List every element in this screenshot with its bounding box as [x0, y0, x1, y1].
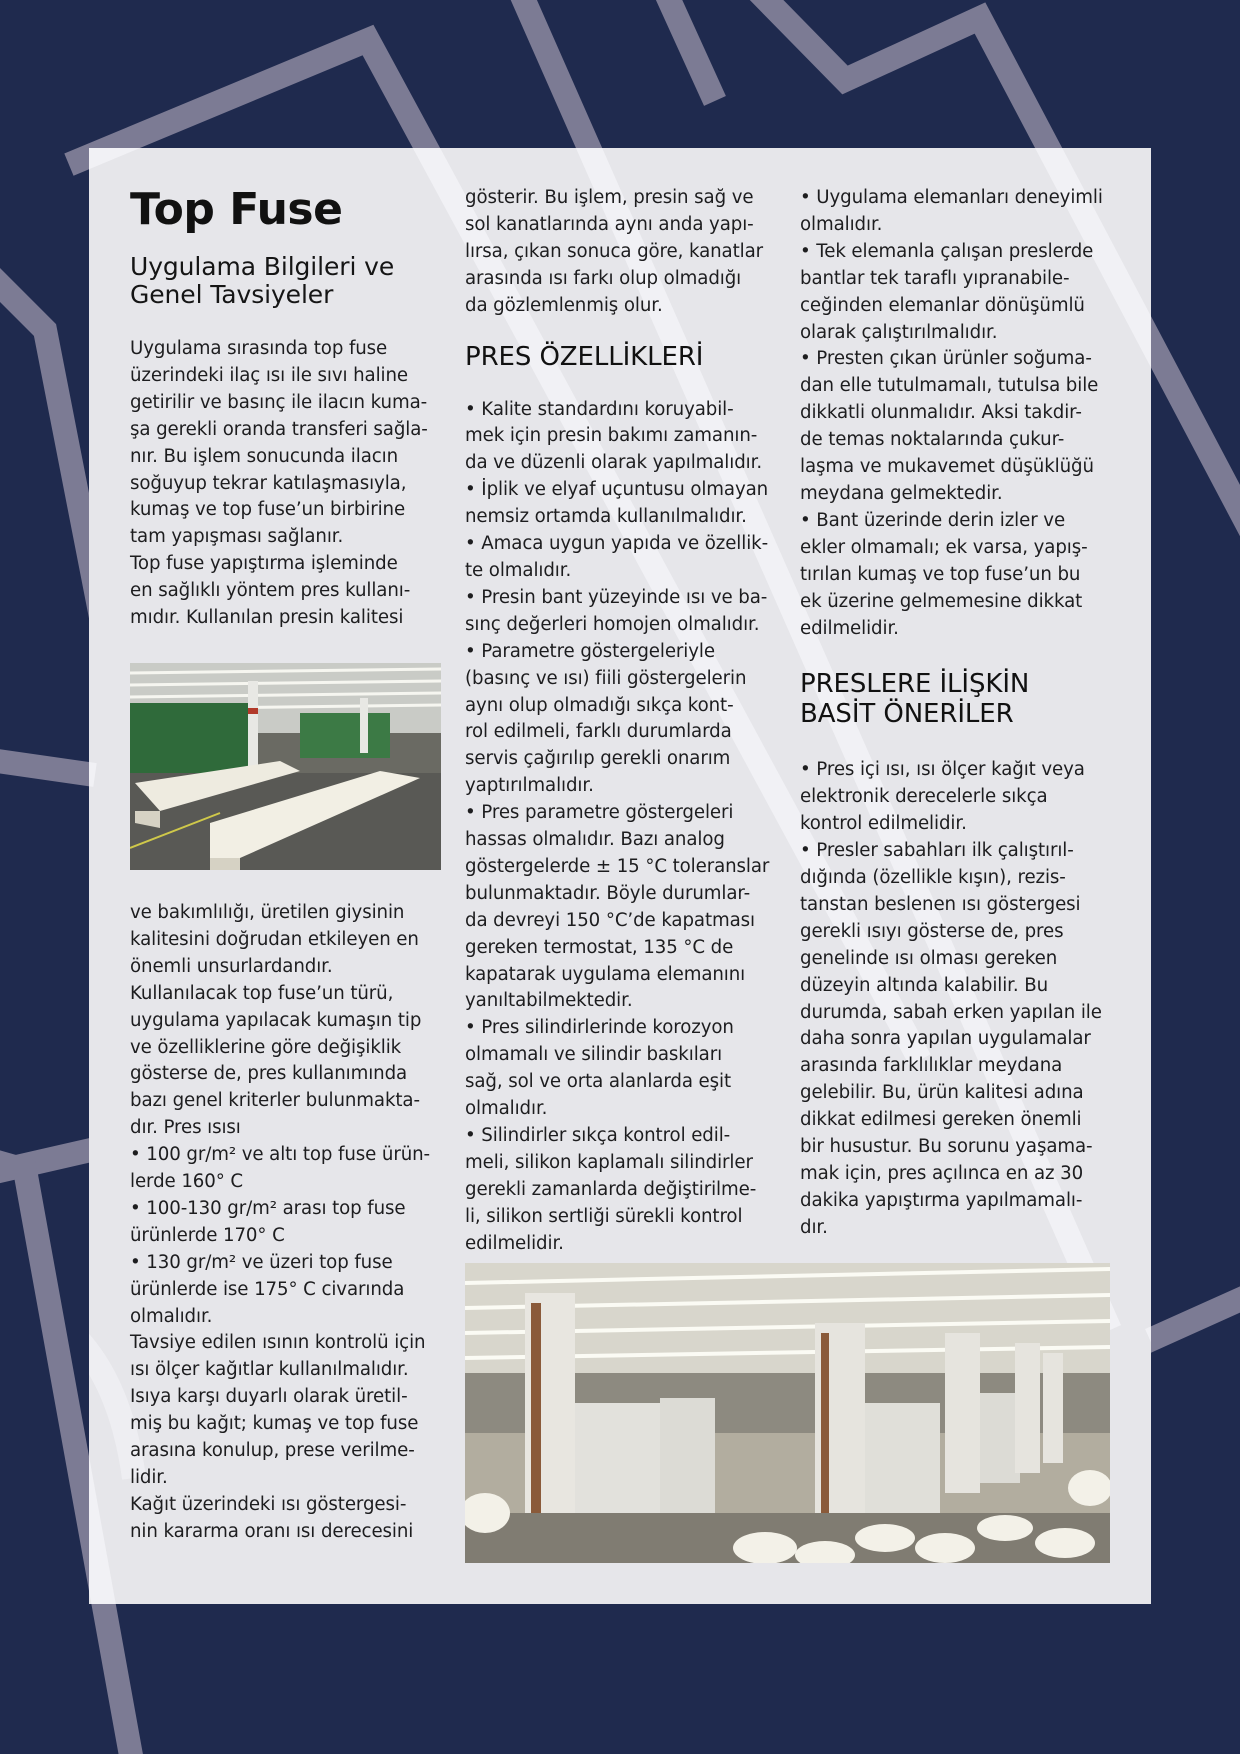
col1-body-text: ve bakımlılığı, üretilen giysinin kalitesini doğrudan etkileyen en önemli unsurlardandır. Kullanılacak top fuse’un türü, uygulama yapılacak kumaşın tip ve özelliklerine göre değişiklik gösterse de, pres kullanımında bazı genel kriterler bulunmakta- dır. Pres ısısı • 100 gr/m² ve altı top fuse ürün- lerde 160° C • 100-130 gr/m² arası top fuse ürünlerde 170° C • 130 gr/m² ve üzeri top fuse ürünlerde ise 175° C civarında olmalıdır. Tavsiye edilen ısının kontrolü için ısı ölçer kağıtlar kullanılmalıdır. Isıya karşı duyarlı olarak üretil- miş bu kağıt; kumaş ve top fuse arasına konulup, prese verilme- lidir. Kağıt üzerindeki ısı göstergesi- nin kararma oranı ısı derecesini	[130, 901, 431, 1542]
column-1	[130, 185, 450, 1546]
col2-intro-text: gösterir. Bu işlem, presin sağ ve sol kanatlarında aynı anda yapı- lırsa, çıkan sonuca göre, kanatlar arasında ısı farkı olup olmadığı da gözlemlenmiş olur.	[465, 187, 764, 316]
content-panel	[89, 148, 1151, 1604]
spinning-machines-photo	[465, 1263, 1110, 1563]
col2-body-text: • Kalite standardını koruyabil- mek için presin bakımı zamanın- da ve düzenli olarak yapılmalıdır. • İplik ve elyaf uçuntusu olmayan nemsiz ortamda kullanılmalıdır. • Amaca uygun yapıda ve özellik- te olmalıdır. • Presin bant yüzeyinde ısı ve ba- sınç değerleri homojen olmalıdır. • Parametre göstergeleriyle (basınç ve ısı) fiili göstergelerin aynı olup olmadığı sıkça kont- rol edilmeli, farklı durumlarda servis çağırılıp gerekli onarım yaptırılmalıdır. • Pres parametre göstergeleri hassas olmalıdır. Bazı analog göstergelerde ± 15 °C toleranslar bulunmaktadır. Böyle durumlar- da devreyi 150 °C’de kapatması gereken termostat, 135 °C de kapatarak uygulama elemanını yanıltabilmektedir. • Pres silindirlerinde korozyon olmamalı ve silindir baskıları sağ, sol ve orta alanlarda eşit olmalıdır. • Silindirler sıkça kontrol edil- meli, silikon kaplamalı silindirler gerekli zamanlarda değiştirilme- li, silikon sertliği sürekli kontrol edilmelidir.	[465, 398, 770, 1254]
pres-recommendations-heading: PRESLERE İLİŞKİN BASİT ÖNERİLER	[800, 669, 1030, 730]
col1-intro-text: Uygulama sırasında top fuse üzerindeki ilaç ısı ile sıvı haline getirilir ve basınç ile ilacın kuma- şa gerekli oranda transferi sağla- nır. Bu işlem sonucunda ilacın soğuyup tekrar katılaşmasıyla, kumaş ve top fuse’un birbirine tam yapışması sağlanır. Top fuse yapıştırma işleminde en sağlıklı yöntem pres kullanı- mıdır. Kullanılan presin kalitesi	[130, 338, 428, 629]
pres-features-heading: PRES ÖZELLİKLERİ	[465, 341, 704, 372]
col3-body-text: • Pres içi ısı, ısı ölçer kağıt veya elektronik derecelerle sıkça kontrol edilmelidir. • Presler sabahları ilk çalıştırıl- dığında (özellikle kışın), rezis- tanstan beslenen ısı göstergesi gerekli ısıyı gösterse de, pres genelinde ısı olması gereken düzeyin altında kalabilir. Bu durumda, sabah erken yapılan ile daha sonra yapılan uygulamalar arasında farklılıklar meydana gelebilir. Bu, ürün kalitesi adına dikkat edilmesi gereken önemli bir husustur. Bu sorunu yaşama- mak için, pres açılınca en az 30 dakika yapıştırma yapılmamalı- dır.	[800, 759, 1102, 1238]
subtitle: Uygulama Bilgileri ve Genel Tavsiyeler	[130, 252, 395, 309]
page-title: Top Fuse	[130, 184, 343, 235]
column-2	[465, 185, 785, 1258]
col3-intro-text: • Uygulama elemanları deneyimli olmalıdır. • Tek elemanla çalışan preslerde bantlar tek taraflı yıpranabile- ceğinden elemanlar dönüşümlü olarak çalıştırılmalıdır. • Presten çıkan ürünler soğuma- dan elle tutulmamalı, tutulsa bile dikkatli olunmalıdır. Aksi takdir- de temas noktalarında çukur- laşma ve mukavemet düşüklüğü meydana gelmektedir. • Bant üzerinde derin izler ve ekler olmamalı; ek varsa, yapış- tırılan kumaş ve top fuse’un bu ek üzerine gelmemesine dikkat edilmelidir.	[800, 187, 1103, 639]
column-3	[800, 185, 1120, 1242]
factory-bales-photo	[130, 663, 441, 870]
